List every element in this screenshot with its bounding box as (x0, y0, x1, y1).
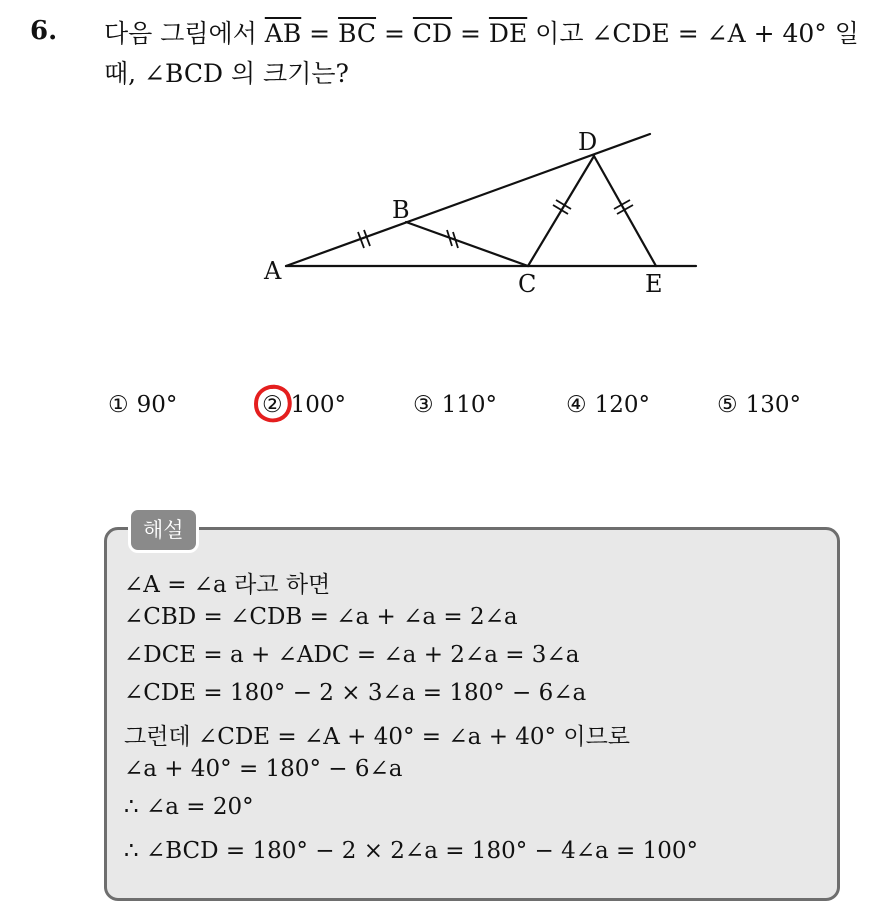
question-text-pre: 다음 그림에서 (104, 19, 265, 48)
geometry-figure (0, 0, 884, 340)
segment-ab: $\overline{AB}$ (264, 19, 302, 48)
segment-bc-line (406, 222, 528, 266)
point-label-e: E (645, 270, 663, 298)
choice-3[interactable] (413, 392, 497, 418)
segment-de-line (594, 156, 656, 266)
solution-line-8: ∴ ∠BCD = 180° − 2 × 2∠a = 180° − 4∠a = 100° (124, 838, 699, 864)
segment-cd: $\overline{CD}$ (412, 19, 453, 48)
point-label-c: C (518, 270, 537, 298)
choice-value: 90° (136, 392, 178, 418)
segment-cd-line (528, 156, 594, 266)
segment-bc: $\overline{BC}$ (338, 19, 377, 48)
equals-sign: = (452, 19, 489, 48)
choice-value: 110° (441, 392, 498, 418)
choice-mark: ③ (413, 392, 434, 418)
choice-5[interactable] (717, 392, 801, 418)
choice-mark: ④ (566, 392, 587, 418)
choice-mark: ⑤ (717, 392, 738, 418)
equals-sign: = (301, 19, 339, 48)
segment-de: $\overline{DE}$ (488, 19, 528, 48)
solution-line-1: ∠A = ∠a 라고 하면 (124, 572, 331, 598)
solution-line-2: ∠CBD = ∠CDB = ∠a + ∠a = 2∠a (124, 604, 518, 630)
choice-mark: ② (262, 392, 283, 418)
point-label-d: D (578, 128, 598, 156)
choice-4[interactable] (566, 392, 650, 418)
choice-value: 130° (745, 392, 802, 418)
solution-line-5: 그런데 ∠CDE = ∠A + 40° = ∠a + 40° 이므로 (124, 724, 631, 750)
solution-line-3: ∠DCE = a + ∠ADC = ∠a + 2∠a = 3∠a (124, 642, 580, 668)
solution-line-6: ∠a + 40° = 180° − 6∠a (124, 756, 403, 782)
choice-value: 100° (290, 392, 347, 418)
equals-sign: = (376, 19, 413, 48)
point-label-a: A (264, 257, 282, 285)
solution-line-7: ∴ ∠a = 20° (124, 794, 254, 820)
solution-line-4: ∠CDE = 180° − 2 × 3∠a = 180° − 6∠a (124, 680, 587, 706)
choice-1[interactable] (108, 392, 177, 418)
question-text-post: 이고 ∠CDE = ∠A + 40° 일 때, ∠BCD 의 크기는? (104, 19, 859, 88)
point-label-b: B (392, 196, 410, 224)
answer-choices (0, 388, 884, 432)
solution-tag: 해설 (128, 507, 199, 553)
choice-value: 120° (594, 392, 651, 418)
choice-2[interactable] (262, 392, 346, 418)
choice-mark: ① (108, 392, 129, 418)
question-number: 6. (30, 16, 58, 46)
